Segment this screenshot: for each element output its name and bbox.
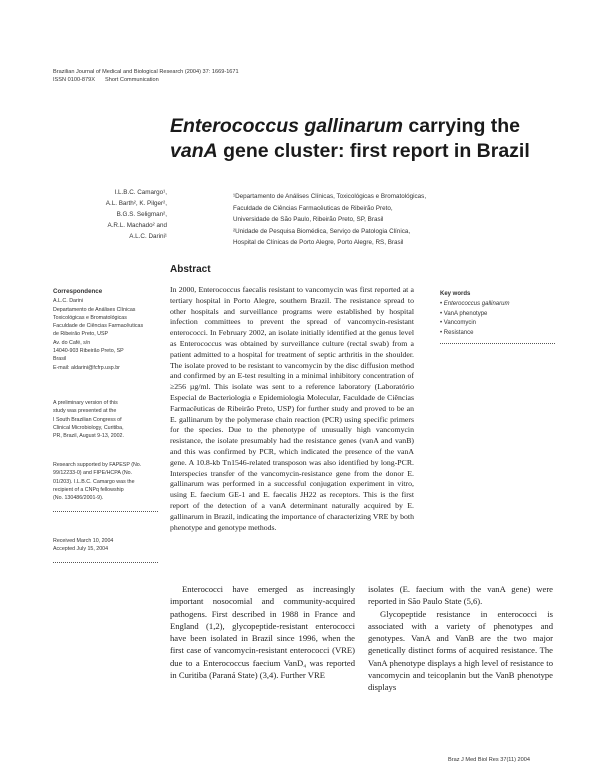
author-line: I.L.B.C. Camargo¹, bbox=[114, 189, 167, 196]
abstract-heading: Abstract bbox=[170, 264, 211, 275]
correspondence-line: Toxicológicas e Bromatológicas bbox=[53, 314, 127, 321]
journal-header bbox=[53, 68, 239, 84]
author-line: A.L. Barth², K. Pilger², bbox=[105, 200, 167, 207]
affiliation-line: Universidade de São Paulo, Ribeirão Preto, SP, Brasil bbox=[233, 216, 384, 224]
issn-line bbox=[53, 76, 239, 84]
correspondence-block bbox=[53, 288, 158, 372]
affiliation-line: Faculdade de Ciências Farmacêuticas de Ribeirão Preto, bbox=[233, 204, 393, 212]
keyword-item: • VanA phenotype bbox=[440, 310, 488, 317]
note-line: A preliminary version of this bbox=[53, 400, 118, 406]
affiliation-line: ¹Departamento de Análises Clínicas, Toxicológicas e Bromatológicas, bbox=[233, 193, 427, 200]
divider bbox=[440, 343, 555, 344]
correspondence-line: Faculdade de Ciências Farmacêuticas bbox=[53, 323, 144, 330]
correspondence-line: de Ribeirão Preto, USP bbox=[53, 331, 109, 338]
note-line: 99/12233-0) and FIPE/HCPA (No. bbox=[53, 470, 133, 477]
correspondence-line: Brasil bbox=[53, 356, 67, 363]
note-line: 01/203). I.L.B.C. Camargo was the bbox=[53, 478, 135, 485]
correspondence-line: 14040-903 Ribeirão Preto, SP bbox=[53, 348, 124, 355]
body-paragraph: Glycopeptide resistance in enterococci is associated with a variety of phenotypes and genotypes. VanA and VanB are the two major genetically distinct forms of acquired resistance. The VanA phenotype displays a high level of resistance to vancomycin and teicoplanin but the VanB phenotype displays bbox=[368, 608, 553, 693]
keyword-item: • Resistance bbox=[440, 330, 474, 337]
accepted-date: Accepted July 15, 2004 bbox=[53, 546, 109, 553]
keywords-heading: Key words bbox=[440, 291, 471, 297]
title-species: Enterococcus gallinarum bbox=[170, 115, 403, 137]
note-line: (No. 130486/2001-9). bbox=[53, 495, 104, 502]
article-type: Short Communication bbox=[104, 77, 159, 83]
author-line: A.L.C. Darini¹ bbox=[129, 233, 167, 240]
body-paragraph: Enterococci have emerged as increasingly important nosocomial and community-acquired pathogens. First described in 1988 in France and England (1,2), glycopeptide-resistant enterococci have been isolated in Brazil since 1996, when the first case of vancomycin-resistant enterococci (VRE) due to a Enterococcus faecium VanD₄ was reported in Curitiba (Paraná State) (3,4). Further VRE bbox=[170, 584, 355, 681]
article-title bbox=[170, 114, 590, 164]
affiliation-line: Hospital de Clínicas de Porto Alegre, Porto Alegre, RS, Brasil bbox=[233, 239, 404, 247]
abstract-paragraph: In 2000, Enterococcus faecalis resistant to vancomycin was first reported at a tertiary hospital in Porto Alegre, southern Brazil. The resistance spread to other hospitals and surveillance programs were established by hospital infection committees to prevent the spread of vancomycin-resistant enterococci. In February 2002, an isolate initially identified at the genus level as Enterococcus was obtained by surveillance culture (rectal swab) from a patient admitted to a hospital for treatment of septic arthritis in the shoulder. The isolate proved to be resistant to vancomycin by the disc diffusion method and confirmed by an E-test resulting in a minimal inhibitory concentration of ≥256 µg/ml. This isolate was sent to a reference laboratory (Laboratório Especial de Bacteriologia e Epidemiologia Molecular, Faculdade de Ciências Farmacêuticas de Ribeirão Preto, USP) for further study and proved to be an E. gallinarum by the polymerase chain reaction (PCR) using specific primers for the species. Due to the phenotype of unusually high vancomycin resistance, the isolate presumably had the resistance genes (vanA and vanB) and this was confirmed by PCR, which indicated the presence of the vanA gene. A 10.8-kb Tn1546-related transposon was also identified by long-PCR. Interspecies transfer of the vancomycin-resistance gene from the donor E. gallinarum was performed in a successful conjugation experiment in vitro, using E. faecium GE-1 and E. faecalis JH22 as receptors. This is the first report of the detection of a vanA determinant naturally acquired by E. gallinarum in Brazil, indicating the importance of characterizing VRE by both phenotype and genotype methods. bbox=[170, 285, 414, 532]
divider bbox=[53, 562, 158, 563]
keyword-item: • Enterococcus gallinarum bbox=[440, 300, 510, 307]
correspondence-line: Av. do Café, s/n bbox=[53, 339, 91, 346]
divider bbox=[53, 511, 158, 512]
note-line: PR, Brazil, August 9-13, 2002. bbox=[53, 433, 124, 440]
body-column-left bbox=[170, 583, 355, 681]
correspondence-email[interactable]: E-mail: aldarini@fcfrp.usp.br bbox=[53, 364, 120, 371]
title-part2: gene cluster: first report in Brazil bbox=[217, 140, 530, 162]
author-line: B.G.S. Seligman², bbox=[116, 211, 167, 218]
received-date: Received March 10, 2004 bbox=[53, 538, 114, 544]
affiliations bbox=[233, 191, 503, 249]
author-line: A.R.L. Machado² and bbox=[107, 222, 167, 229]
keywords-block bbox=[440, 290, 560, 339]
body-column-right bbox=[368, 583, 553, 694]
note-line: study was presented at the bbox=[53, 408, 117, 415]
title-part1: carrying the bbox=[402, 115, 521, 137]
title-gene: vanA bbox=[170, 140, 218, 162]
body-paragraph: isolates (E. faecium with the vanA gene) were reported in São Paulo State (5,6). bbox=[368, 584, 553, 607]
author-list bbox=[62, 187, 167, 242]
received-dates bbox=[53, 537, 158, 554]
note-line: Research supported by FAPESP (No. bbox=[53, 462, 142, 468]
correspondence-line: Departamento de Análises Clínicas bbox=[53, 306, 136, 313]
note-line: recipient of a CNPq fellowship bbox=[53, 486, 124, 493]
presentation-note bbox=[53, 399, 158, 440]
affiliation-line: ²Unidade de Pesquisa Biomédica, Serviço de Patologia Clínica, bbox=[233, 227, 411, 235]
abstract-text bbox=[170, 285, 414, 533]
journal-citation: Brazilian Journal of Medical and Biological Research (2004) 37: 1669-1671 bbox=[53, 69, 239, 75]
funding-note bbox=[53, 461, 158, 502]
keyword-item: • Vancomycin bbox=[440, 320, 477, 327]
issn: ISSN 0100-879X bbox=[53, 77, 95, 83]
note-line: I South Brazilian Congress of bbox=[53, 416, 122, 423]
page-footer: Braz J Med Biol Res 37(11) 2004 bbox=[448, 757, 530, 763]
correspondence-line: A.L.C. Darini bbox=[53, 298, 84, 305]
note-line: Clinical Microbiology, Curitiba, bbox=[53, 424, 124, 431]
correspondence-heading: Correspondence bbox=[53, 288, 103, 295]
